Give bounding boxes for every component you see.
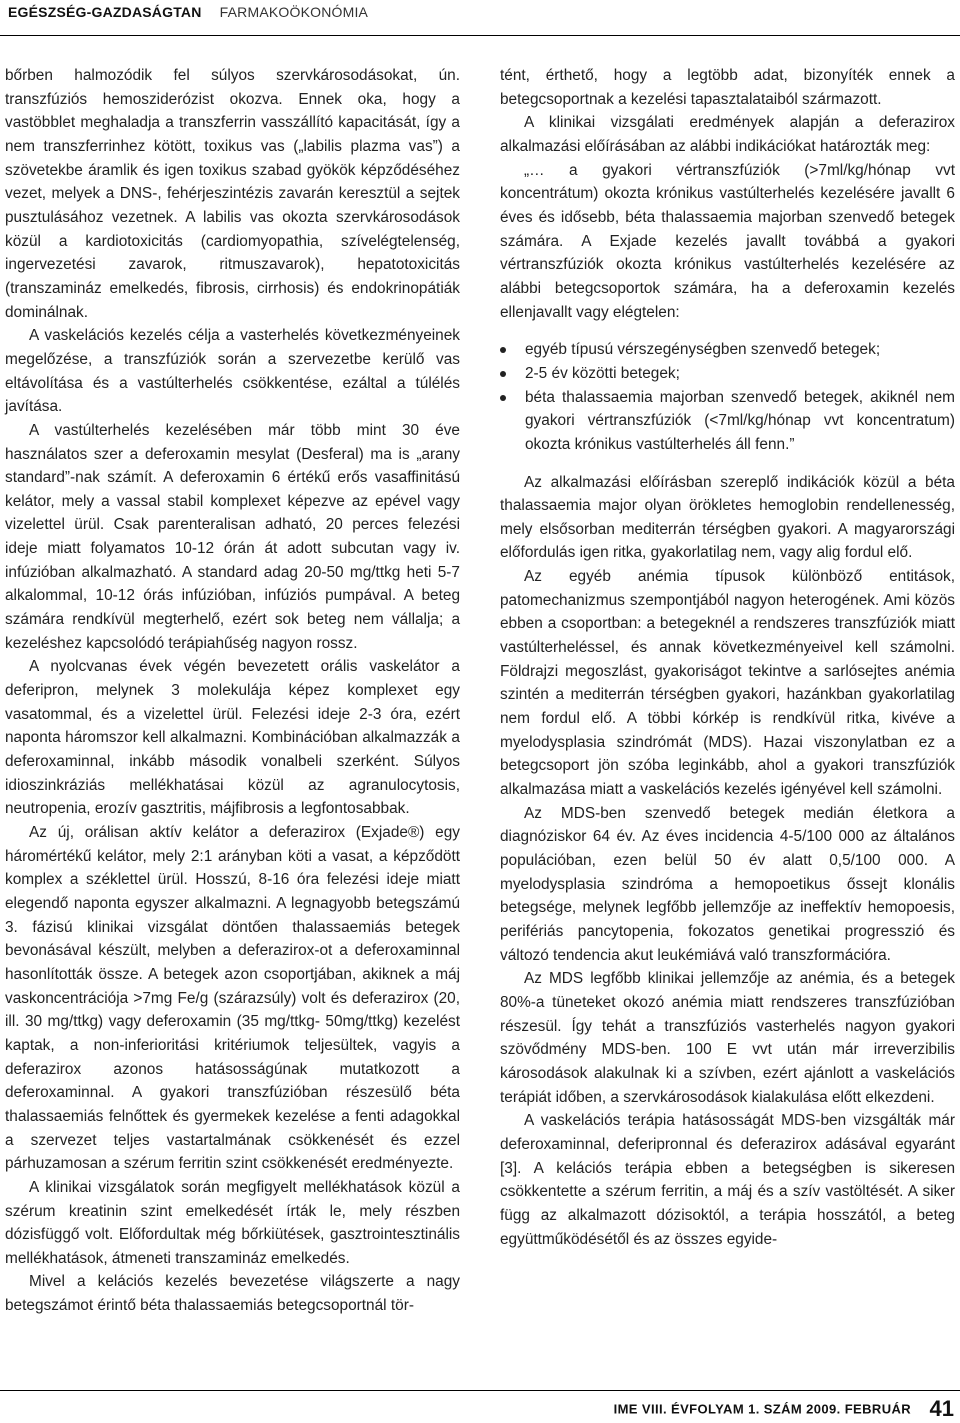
- list-item-text: 2-5 év közötti betegek;: [525, 364, 680, 382]
- paragraph: A klinikai vizsgálatok során megfigyelt mellékhatások közül a szérum kreatinin szint emelkedését írták le, mely részben dózisfüggő volt. Előfordultak még bőrkiütések, gasztrointesztinális mellékhatások, átmeneti transzamináz emelkedés.: [5, 1178, 460, 1267]
- header-rule: [0, 35, 960, 36]
- paragraph: A vaskelációs kezelés célja a vasterhelés következményeinek megelőzése, a transzfúziók során a szervezetbe kerülő vas eltávolítása és a vastúlterhelés csökkentése, ezáltal a túlélés javítása.: [5, 327, 460, 416]
- indication-list: [500, 338, 955, 456]
- paragraph: Az MDS-ben szenvedő betegek medián életkora a diagnóziskor 64 év. Az éves incidencia 4-5/100 000 az általános populációban, ezen belül 50 év alatt 0,5/100 000. A myelodysplasia szindróma a hemopoetikus őssejt klonális betegsége, melynek legfőbb jellemzője az ineffektív hemopoesis, perifériás pancytopenia, fokozatos genetikai progresszió és változó tendencia akut leukémiává való transzformációra.: [500, 804, 955, 964]
- page-header: [0, 0, 960, 36]
- bullet-icon: [500, 371, 506, 377]
- page-footer: [614, 1396, 954, 1422]
- left-column: [5, 64, 460, 1318]
- list-item: [525, 338, 955, 362]
- paragraph: bőrben halmozódik fel súlyos szervkárosodásokat, ún. transzfúziós hemosziderózist okozva. Ennek oka, hogy a vastöbblet meghaladja a transzferrin vasszállító kapacitását, így a nem transzferrinhez kötött, toxikus vas („labilis plazma vas”) a szövetekbe áramlik és igen toxikus szabad gyökök képződéséhez vezet, melyek a DNS-, fehérjeszintézis zavarán keresztül a sejtek pusztulásához vezetnek. A labilis vas okozta szervkárosodások közül a kardiotoxicitás (cardiomyopathia, szívelégtelenség, ingervezetési zavarok, ritmuszavarok), hepatotoxicitás (transzamináz emelkedés, fibrosis, cirrhosis) és endokrinopátiák dominálnak.: [5, 67, 460, 321]
- bullet-icon: [500, 395, 506, 401]
- running-head: [8, 4, 368, 20]
- section-title: EGÉSZSÉG-GAZDASÁGTAN: [8, 4, 202, 20]
- paragraph: Az egyéb anémia típusok különböző entitások, patomechanizmus szempontjából nagyon heterogének. Ami közös ebben a csoportban: a betegeknél a rendszeres transzfúziók miatt vastúlterheléssel, és annak következményeivel kell számolni. Földrajzi megoszlást, gyakoriságot tekintve a sarlósejtes anémia szintén a mediterrán térségben gyakori, hazánkban gyakorlatilag nem fordul elő. A többi kórkép is rendkívül ritka, kivéve a myelodysplasia szindrómát (MDS). Hazai viszonylatban ez a betegcsoport jön szóba leginkább, ahol a gyakori transzfúziók alkalmazása miatt a vaskelációs kezelés igényével kell számolni.: [500, 568, 955, 799]
- list-item-text: béta thalassaemia majorban szenvedő betegek, akiknél nem gyakori vértranszfúziók (<7ml/kg/hónap vvt koncentratum) okozta krónikus vastúlterhelés áll fenn.”: [525, 388, 955, 453]
- issue-info: IME VIII. ÉVFOLYAM 1. SZÁM 2009. FEBRUÁR: [613, 1401, 912, 1417]
- list-item: [525, 386, 955, 457]
- paragraph: A vaskelációs terápia hatásosságát MDS-ben vizsgálták már deferoxaminnal, deferipronnal és deferazirox adásával egyaránt [3]. A kelációs terápia ebben a betegségben is sikeresen csökkentette a szérum ferritin, a máj és a szív vastöltését. A siker függ az alkalmazott dózisoktól, a terápia hosszától, a beteg együttműködésétől és az összes egyide-: [500, 1112, 955, 1248]
- paragraph: A klinikai vizsgálati eredmények alapján a deferazirox alkalmazási előírásában az alábbi indikációkat határozták meg:: [500, 114, 955, 155]
- page-number: 41: [929, 1396, 954, 1421]
- footer-rule: [0, 1390, 960, 1391]
- list-item-text: egyéb típusú vérszegénységben szenvedő betegek;: [525, 341, 881, 359]
- paragraph: Az alkalmazási előírásban szereplő indikációk közül a béta thalassaemia major olyan örökletes hemoglobin rendellenesség, mely elsősorban mediterrán térségben gyakori. A magyarországi előfordulás igen ritka, gyakorlatilag nem, vagy alig fordul elő.: [500, 473, 955, 562]
- bullet-icon: [500, 347, 506, 353]
- subsection-title: FARMAKOÖKONÓMIA: [219, 4, 369, 20]
- paragraph: Mivel a kelációs kezelés bevezetése világszerte a nagy betegszámot érintő béta thalassaemiás betegcsoportnál tör-: [5, 1273, 460, 1315]
- list-item: [525, 362, 955, 386]
- right-column: [500, 64, 955, 1251]
- paragraph: A nyolcvanas évek végén bevezetett orális vaskelátor a deferipron, melynek 3 molekulája képez komplexet egy vasatommal, és a vizelettel ürül. Felezési ideje 2-3 óra, ezért naponta háromszor kell alkalmazni. Kombinációban alkalmazzák a deferoxaminnal, inkább második vonalbeli szerként. Súlyos idioszinkráziás mellékhatásai közül az agranulocytosis, neutropenia, erozív gasztritis, májfibrosis a legfontosabbak.: [5, 658, 460, 818]
- paragraph: Az új, orálisan aktív kelátor a deferazirox (Exjade®) egy háromértékű kelátor, mely 2:1 arányban köti a vasat, a képződött komplex a széklettel ürül. Hosszú, 8-16 óra felezési ideje miatt elegendő naponta egyszer alkalmazni. A legnagyobb betegszámú 3. fázisú klinikai vizsgálat döntően thalassaemiás betegek bevonásával készült, melyben a deferazirox-ot a deferoxaminnal hasonlították össze. A betegek azon csoportjában, akiknek a máj vaskoncentrációja >7mg Fe/g (szárazsúly) volt és deferazirox (20, ill. 30 mg/ttkg) vagy deferoxamin (35 mg/ttkg- 50mg/ttkg) kezelést kaptak, a non-inferioritási kritériumok teljesültek, vagyis a deferazirox azonos hatásosságúnak mutatkozott a deferoxaminnal. A gyakori transzfúzióban részesülő béta thalassaemiás felnőttek és gyermekek kezelése a fenti adagokkal a szervezet teljes vastartalmának csökkenését és ezzel párhuzamosan a szérum ferritin szint csökkenését eredményezte.: [5, 824, 460, 1173]
- indication-quote: „… a gyakori vértranszfúziók (>7ml/kg/hónap vvt koncentrátum) okozta krónikus vastúlterhelés kezelésére javallt 6 éves és idősebb, béta thalassaemia majorban szenvedő betegek számára. A Exjade kezelés javallt továbbá a gyakori vértranszfúziók okozta krónikus vastúlterhelés kezelésére az alábbi betegcsoportok számára, ha a deferoxamin kezelés ellenjavallt vagy elégtelen:: [500, 161, 955, 321]
- paragraph: tént, érthető, hogy a legtöbb adat, bizonyíték ennek a betegcsoportnak a kezelési tapasztalataiból származott.: [500, 67, 955, 108]
- paragraph: A vastúlterhelés kezelésében már több mint 30 éve használatos szer a deferoxamin mesylat (Desferal) ma is „arany standard”-nak számít. A deferoxamin 6 értékű erős vasaffinitású kelátor, mely a vassal stabil komplexet képezve az epével vagy vizelettel ürül. Csak parenteralisan adható, 20 perces felezési ideje miatt folyamatos 10-12 órán át adott subcutan vagy iv. infúzióban alkalmazható. A standard adag 20-50 mg/ttkg heti 5-7 alkalommal, 10-12 órás infúzióban, infúziós pumpával. A beteg számára rendkívül megterhelő, ezért sok beteg nem vállalja; a kezeléshez kapcsolódó terápiahűség nagyon rossz.: [5, 421, 460, 652]
- paragraph: Az MDS legfőbb klinikai jellemzője az anémia, és a betegek 80%-a tüneteket okozó anémia miatt rendszeres transzfúzióban részesül. Így tehát a transzfúziós vasterhelés nagyon gyakori szövődmény MDS-ben. 100 E vvt után már irreverzibilis károsodások alakulnak ki a szívben, ezért ajánlott a vaskelációs terápiát időben, a szervkárosodások kialakulása előtt elkezdeni.: [500, 970, 955, 1106]
